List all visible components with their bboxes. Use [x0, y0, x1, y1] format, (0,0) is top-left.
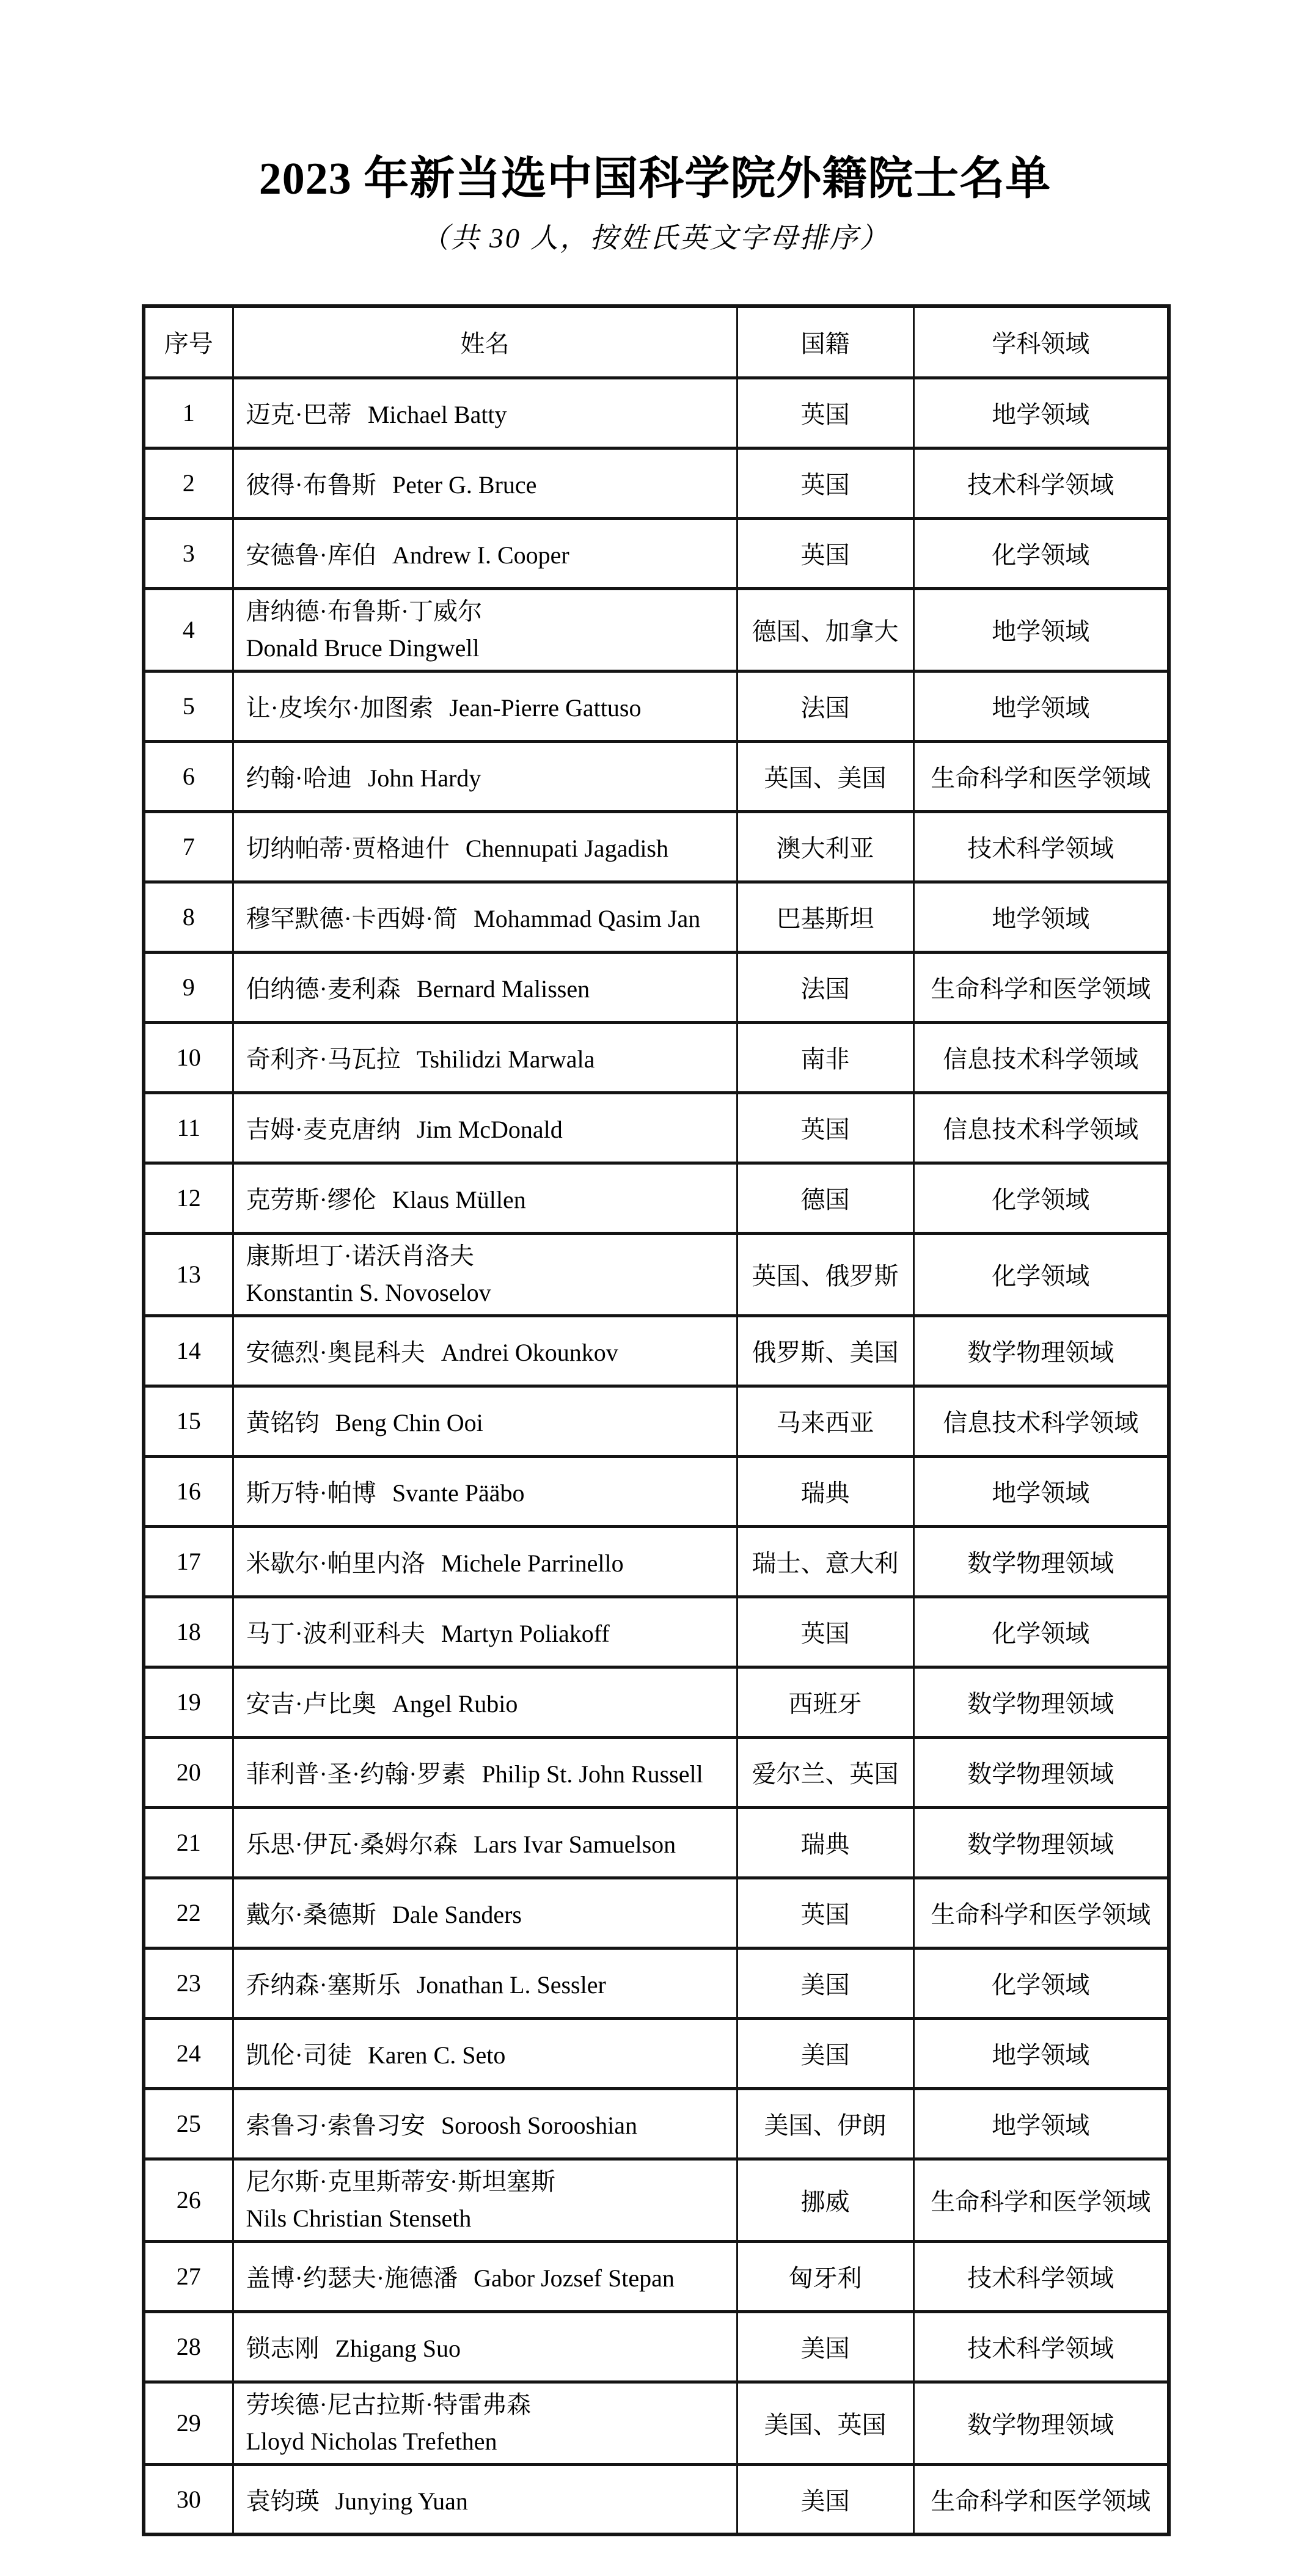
name-cell: [233, 741, 737, 811]
table-row: [144, 2088, 1169, 2159]
field-cell: 信息技术科学领域: [913, 1092, 1169, 1163]
nationality-cell: 美国: [737, 2464, 913, 2534]
name-english: Michele Parrinello: [441, 1550, 624, 1577]
header-cell-number: 序号: [144, 306, 233, 378]
name-cell: [233, 2018, 737, 2088]
name-chinese: 乔纳森·塞斯乐: [246, 1971, 401, 1999]
name-english: Donald Bruce Dingwell: [246, 634, 480, 662]
name-english: Konstantin S. Novoselov: [246, 1278, 491, 1306]
name-english: Philip St. John Russell: [481, 1760, 703, 1788]
row-number-cell: 14: [144, 1315, 233, 1386]
nationality-cell: 爱尔兰、英国: [737, 1737, 913, 1807]
name-english: Chennupati Jagadish: [465, 835, 668, 862]
row-number-cell: 9: [144, 952, 233, 1022]
field-cell: 生命科学和医学领域: [913, 2464, 1169, 2534]
name-chinese: 克劳斯·缪伦: [246, 1186, 376, 1213]
field-cell: 数学物理领域: [913, 1526, 1169, 1597]
row-number-cell: 24: [144, 2018, 233, 2088]
name-cell: [233, 1737, 737, 1807]
name-chinese: 锁志刚: [246, 2335, 320, 2362]
field-cell: 信息技术科学领域: [913, 1022, 1169, 1092]
name-chinese: 奇利齐·马瓦拉: [246, 1045, 401, 1073]
row-number-cell: 23: [144, 1948, 233, 2018]
table-row: [144, 2159, 1169, 2241]
field-cell: 数学物理领域: [913, 1315, 1169, 1386]
nationality-cell: 法国: [737, 671, 913, 741]
name-cell: [233, 882, 737, 952]
nationality-cell: 美国: [737, 2018, 913, 2088]
table-row: [144, 378, 1169, 448]
name-chinese: 袁钧瑛: [246, 2487, 320, 2515]
table-row: [144, 518, 1169, 588]
row-number-cell: 1: [144, 378, 233, 448]
header-cell-name: 姓名: [233, 306, 737, 378]
name-english: Nils Christian Stenseth: [246, 2204, 472, 2232]
nationality-cell: 美国: [737, 1948, 913, 2018]
table-row: [144, 2382, 1169, 2464]
row-number-cell: 11: [144, 1092, 233, 1163]
name-english: Karen C. Seto: [367, 2041, 506, 2069]
name-chinese: 戴尔·桑德斯: [246, 1901, 376, 1928]
table-row: [144, 741, 1169, 811]
nationality-cell: 俄罗斯、美国: [737, 1315, 913, 1386]
name-cell: [233, 518, 737, 588]
table-row: [144, 2241, 1169, 2311]
name-cell: [233, 1315, 737, 1386]
name-cell: [233, 1092, 737, 1163]
name-cell: [233, 1163, 737, 1233]
row-number-cell: 27: [144, 2241, 233, 2311]
name-chinese: 索鲁习·索鲁习安: [246, 2112, 425, 2139]
name-chinese: 唐纳德·布鲁斯·丁威尔: [246, 597, 483, 625]
name-cell: [233, 1948, 737, 2018]
field-cell: 地学领域: [913, 1456, 1169, 1526]
nationality-cell: 巴基斯坦: [737, 882, 913, 952]
name-chinese: 吉姆·麦克唐纳: [246, 1116, 401, 1143]
name-english: Jim McDonald: [416, 1116, 563, 1143]
name-cell: [233, 1022, 737, 1092]
row-number-cell: 25: [144, 2088, 233, 2159]
row-number-cell: 22: [144, 1878, 233, 1948]
table-row: [144, 448, 1169, 518]
name-chinese: 约翰·哈迪: [246, 764, 352, 792]
table-header-row: [144, 306, 1169, 378]
nationality-cell: 英国: [737, 1092, 913, 1163]
name-english: Michael Batty: [367, 401, 507, 428]
name-chinese: 马丁·波利亚科夫: [246, 1620, 425, 1647]
field-cell: 生命科学和医学领域: [913, 2159, 1169, 2241]
table-row: [144, 1878, 1169, 1948]
nationality-cell: 英国、美国: [737, 741, 913, 811]
name-english: John Hardy: [367, 764, 481, 792]
name-chinese: 凯伦·司徒: [246, 2041, 352, 2069]
name-english: Junying Yuan: [335, 2487, 468, 2515]
nationality-cell: 马来西亚: [737, 1386, 913, 1456]
name-english: Bernard Malissen: [416, 975, 590, 1003]
name-cell: [233, 1386, 737, 1456]
row-number-cell: 29: [144, 2382, 233, 2464]
nationality-cell: 德国: [737, 1163, 913, 1233]
nationality-cell: 美国: [737, 2311, 913, 2382]
table-row: [144, 1163, 1169, 1233]
table-row: [144, 1667, 1169, 1737]
name-english: Gabor Jozsef Stepan: [474, 2264, 675, 2292]
name-english: Angel Rubio: [392, 1690, 518, 1718]
row-number-cell: 8: [144, 882, 233, 952]
name-english: Martyn Poliakoff: [441, 1620, 610, 1647]
row-number-cell: 20: [144, 1737, 233, 1807]
nationality-cell: 英国: [737, 1597, 913, 1667]
name-cell: [233, 811, 737, 882]
nationality-cell: 英国: [737, 518, 913, 588]
row-number-cell: 5: [144, 671, 233, 741]
nationality-cell: 澳大利亚: [737, 811, 913, 882]
name-english: Soroosh Sorooshian: [441, 2112, 637, 2139]
name-english: Andrew I. Cooper: [392, 541, 569, 569]
field-cell: 技术科学领域: [913, 2241, 1169, 2311]
name-cell: [233, 448, 737, 518]
row-number-cell: 7: [144, 811, 233, 882]
field-cell: 化学领域: [913, 1233, 1169, 1315]
row-number-cell: 10: [144, 1022, 233, 1092]
name-english: Lars Ivar Samuelson: [474, 1831, 676, 1858]
name-chinese: 菲利普·圣·约翰·罗素: [246, 1760, 466, 1788]
name-chinese: 安德烈·奥昆科夫: [246, 1339, 425, 1366]
nationality-cell: 英国、俄罗斯: [737, 1233, 913, 1315]
name-english: Klaus Müllen: [392, 1186, 526, 1213]
name-cell: [233, 2159, 737, 2241]
page-title: 2023 年新当选中国科学院外籍院士名单: [258, 154, 1052, 204]
row-number-cell: 12: [144, 1163, 233, 1233]
nationality-cell: 英国: [737, 1878, 913, 1948]
row-number-cell: 13: [144, 1233, 233, 1315]
field-cell: 数学物理领域: [913, 1737, 1169, 1807]
row-number-cell: 4: [144, 588, 233, 671]
field-cell: 地学领域: [913, 671, 1169, 741]
nationality-cell: 法国: [737, 952, 913, 1022]
field-cell: 化学领域: [913, 1948, 1169, 2018]
row-number-cell: 3: [144, 518, 233, 588]
name-english: Svante Pääbo: [392, 1479, 525, 1507]
row-number-cell: 16: [144, 1456, 233, 1526]
table-row: [144, 1737, 1169, 1807]
name-cell: [233, 1233, 737, 1315]
name-english: Lloyd Nicholas Trefethen: [246, 2427, 497, 2455]
name-chinese: 安吉·卢比奥: [246, 1690, 376, 1718]
name-english: Peter G. Bruce: [392, 471, 537, 499]
name-cell: [233, 2382, 737, 2464]
row-number-cell: 2: [144, 448, 233, 518]
table-row: [144, 1092, 1169, 1163]
field-cell: 地学领域: [913, 882, 1169, 952]
name-chinese: 尼尔斯·克里斯蒂安·斯坦塞斯: [246, 2167, 556, 2195]
name-cell: [233, 2088, 737, 2159]
field-cell: 技术科学领域: [913, 811, 1169, 882]
nationality-cell: 英国: [737, 378, 913, 448]
name-chinese: 切纳帕蒂·贾格迪什: [246, 835, 450, 862]
name-cell: [233, 2311, 737, 2382]
field-cell: 地学领域: [913, 588, 1169, 671]
name-cell: [233, 1526, 737, 1597]
table-row: [144, 1315, 1169, 1386]
nationality-cell: 瑞典: [737, 1456, 913, 1526]
nationality-cell: 美国、伊朗: [737, 2088, 913, 2159]
table-row: [144, 811, 1169, 882]
nationality-cell: 南非: [737, 1022, 913, 1092]
name-chinese: 伯纳德·麦利森: [246, 975, 401, 1003]
row-number-cell: 18: [144, 1597, 233, 1667]
field-cell: 地学领域: [913, 2018, 1169, 2088]
field-cell: 生命科学和医学领域: [913, 741, 1169, 811]
name-english: Zhigang Suo: [335, 2335, 461, 2362]
field-cell: 技术科学领域: [913, 2311, 1169, 2382]
field-cell: 生命科学和医学领域: [913, 952, 1169, 1022]
name-chinese: 米歇尔·帕里内洛: [246, 1550, 425, 1577]
field-cell: 化学领域: [913, 518, 1169, 588]
academicians-table: [142, 304, 1171, 2536]
nationality-cell: 西班牙: [737, 1667, 913, 1737]
table-row: [144, 2464, 1169, 2534]
table-row: [144, 2018, 1169, 2088]
row-number-cell: 30: [144, 2464, 233, 2534]
field-cell: 数学物理领域: [913, 1807, 1169, 1878]
row-number-cell: 26: [144, 2159, 233, 2241]
name-chinese: 斯万特·帕博: [246, 1479, 376, 1507]
table-row: [144, 1022, 1169, 1092]
header-cell-nationality: 国籍: [737, 306, 913, 378]
table-row: [144, 1386, 1169, 1456]
name-cell: [233, 1878, 737, 1948]
table-row: [144, 952, 1169, 1022]
name-chinese: 黄铭钧: [246, 1409, 320, 1436]
row-number-cell: 17: [144, 1526, 233, 1597]
name-chinese: 让·皮埃尔·加图索: [246, 694, 434, 722]
field-cell: 化学领域: [913, 1597, 1169, 1667]
field-cell: 技术科学领域: [913, 448, 1169, 518]
name-english: Mohammad Qasim Jan: [474, 905, 701, 932]
name-chinese: 康斯坦丁·诺沃肖洛夫: [246, 1242, 474, 1270]
table-row: [144, 1526, 1169, 1597]
name-english: Beng Chin Ooi: [335, 1409, 483, 1436]
name-english: Andrei Okounkov: [441, 1339, 618, 1366]
name-cell: [233, 1456, 737, 1526]
nationality-cell: 德国、加拿大: [737, 588, 913, 671]
row-number-cell: 19: [144, 1667, 233, 1737]
name-chinese: 彼得·布鲁斯: [246, 471, 376, 499]
name-chinese: 乐思·伊瓦·桑姆尔森: [246, 1831, 458, 1858]
field-cell: 数学物理领域: [913, 1667, 1169, 1737]
row-number-cell: 6: [144, 741, 233, 811]
name-cell: [233, 671, 737, 741]
nationality-cell: 美国、英国: [737, 2382, 913, 2464]
name-chinese: 迈克·巴蒂: [246, 401, 352, 428]
name-cell: [233, 588, 737, 671]
table-row: [144, 588, 1169, 671]
table-row: [144, 1233, 1169, 1315]
field-cell: 地学领域: [913, 378, 1169, 448]
nationality-cell: 匈牙利: [737, 2241, 913, 2311]
name-cell: [233, 1597, 737, 1667]
field-cell: 化学领域: [913, 1163, 1169, 1233]
field-cell: 数学物理领域: [913, 2382, 1169, 2464]
table-row: [144, 2311, 1169, 2382]
table-row: [144, 1948, 1169, 2018]
name-english: Jonathan L. Sessler: [416, 1971, 606, 1999]
header-cell-field: 学科领域: [913, 306, 1169, 378]
name-cell: [233, 952, 737, 1022]
name-chinese: 安德鲁·库伯: [246, 541, 376, 569]
name-english: Tshilidzi Marwala: [416, 1045, 595, 1073]
field-cell: 信息技术科学领域: [913, 1386, 1169, 1456]
row-number-cell: 28: [144, 2311, 233, 2382]
name-cell: [233, 1807, 737, 1878]
table-row: [144, 671, 1169, 741]
table-row: [144, 1456, 1169, 1526]
name-chinese: 穆罕默德·卡西姆·简: [246, 905, 458, 932]
name-chinese: 劳埃德·尼古拉斯·特雷弗森: [246, 2390, 532, 2418]
row-number-cell: 15: [144, 1386, 233, 1456]
name-cell: [233, 2464, 737, 2534]
nationality-cell: 挪威: [737, 2159, 913, 2241]
table-row: [144, 1597, 1169, 1667]
table-row: [144, 1807, 1169, 1878]
field-cell: 地学领域: [913, 2088, 1169, 2159]
field-cell: 生命科学和医学领域: [913, 1878, 1169, 1948]
row-number-cell: 21: [144, 1807, 233, 1878]
nationality-cell: 瑞典: [737, 1807, 913, 1878]
name-cell: [233, 378, 737, 448]
name-english: Dale Sanders: [392, 1901, 522, 1928]
nationality-cell: 英国: [737, 448, 913, 518]
name-cell: [233, 1667, 737, 1737]
name-english: Jean-Pierre Gattuso: [449, 694, 642, 722]
page-subtitle: （共 30 人，按姓氏英文字母排序）: [420, 222, 890, 254]
table-row: [144, 882, 1169, 952]
name-cell: [233, 2241, 737, 2311]
nationality-cell: 瑞士、意大利: [737, 1526, 913, 1597]
name-chinese: 盖博·约瑟夫·施德潘: [246, 2264, 458, 2292]
